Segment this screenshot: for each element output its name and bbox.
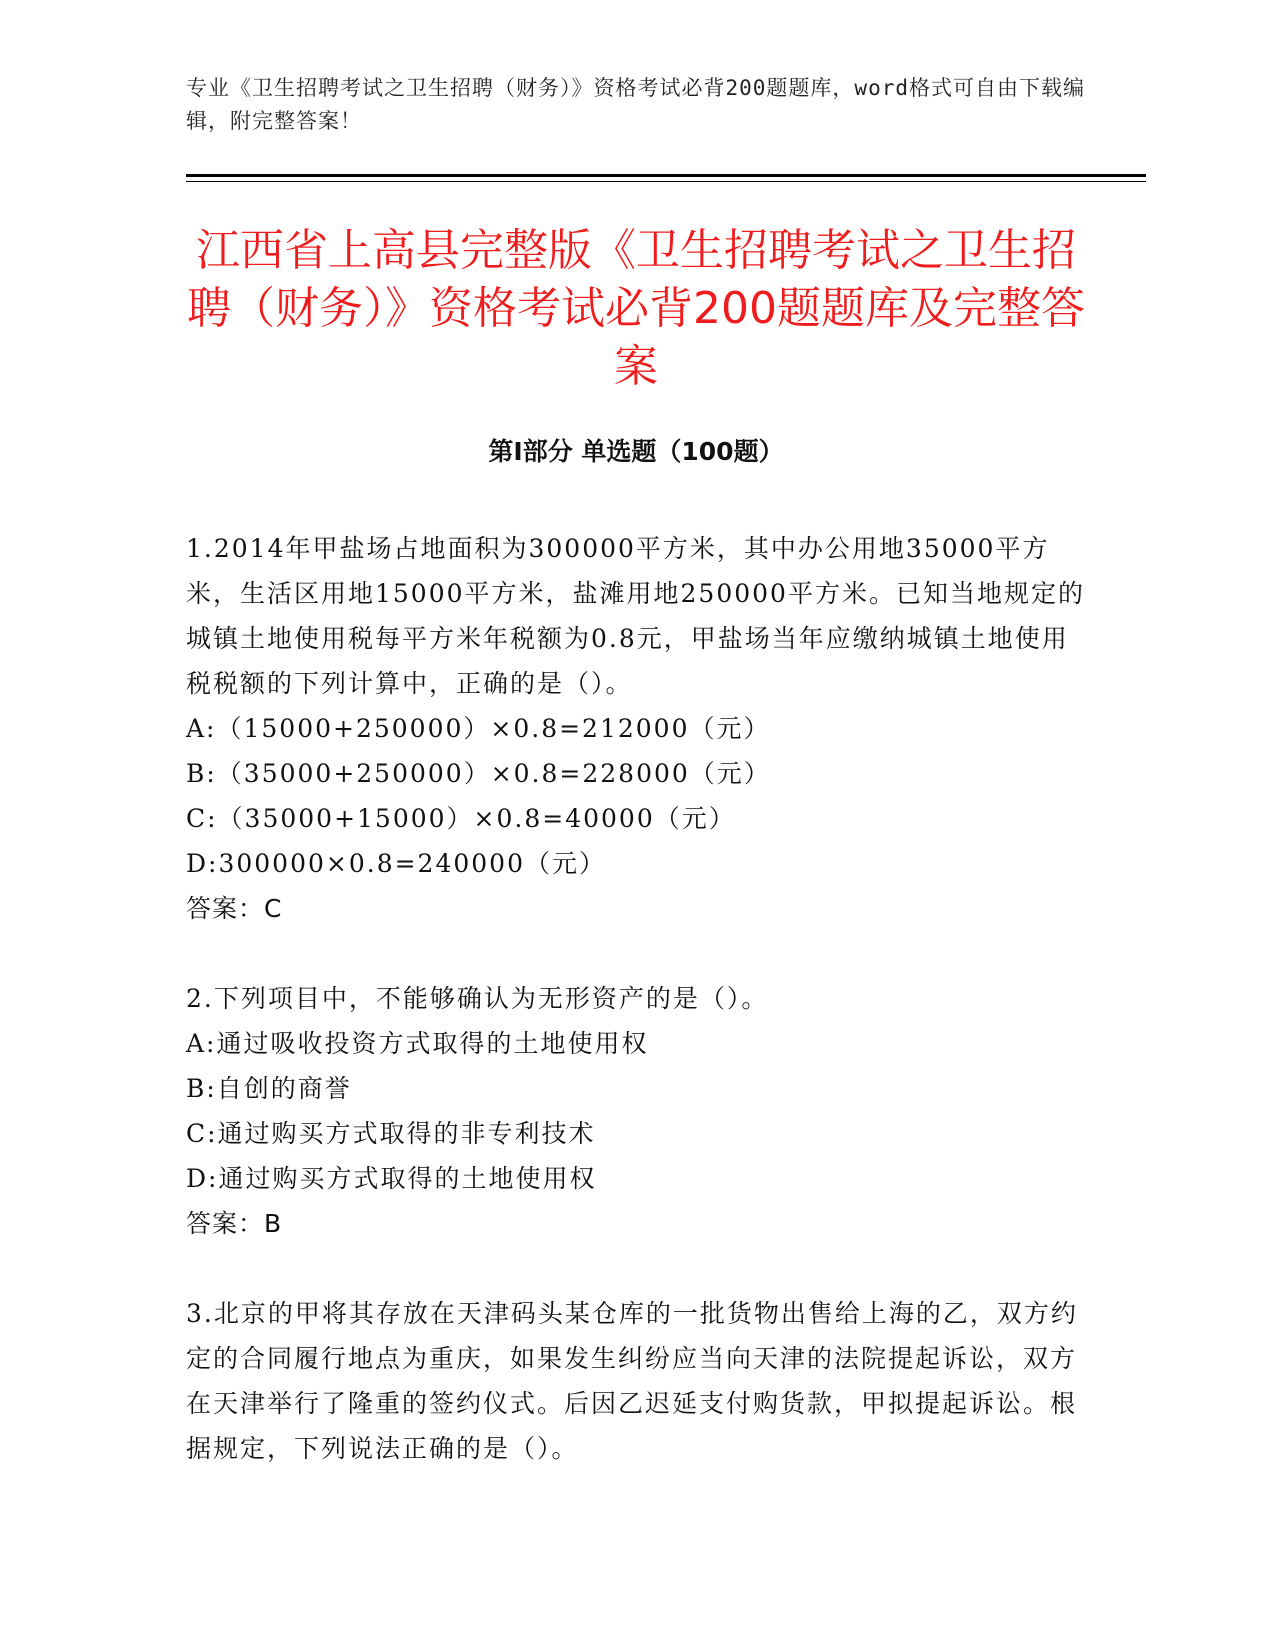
question-stem: 2.下列项目中，不能够确认为无形资产的是（）。 — [186, 984, 769, 1013]
header-note: 专业《卫生招聘考试之卫生招聘（财务）》资格考试必背200题题库，word格式可自由下载编辑，附完整答案！ — [186, 76, 1085, 133]
section-heading: 第I部分 单选题（100题） — [488, 437, 784, 466]
question-stem: 1.2014年甲盐场占地面积为300000平方米，其中办公用地35000平方米，生活区用地15000平方米，盐滩用地250000平方米。已知当地规定的城镇土地使用税每平方米年税额为0.8元，甲盐场当年应缴纳城镇土地使用税税额的下列计算中，正确的是（）。 — [186, 534, 1085, 698]
question-1 — [186, 526, 1086, 931]
option-d: D:通过购买方式取得的土地使用权 — [186, 1164, 597, 1193]
option-a: A:通过吸收投资方式取得的土地使用权 — [186, 1029, 649, 1058]
question-list — [186, 526, 1086, 1516]
question-2 — [186, 976, 1086, 1246]
option-d: D:300000×0.8=240000（元） — [186, 849, 606, 878]
header-divider-thick — [186, 174, 1146, 177]
option-b: B:（35000+250000）×0.8=228000（元） — [186, 759, 771, 788]
option-a: A:（15000+250000）×0.8=212000（元） — [186, 714, 771, 743]
header-divider-thin — [186, 181, 1146, 182]
option-c: C:（35000+15000）×0.8=40000（元） — [186, 804, 736, 833]
option-c: C:通过购买方式取得的非专利技术 — [186, 1119, 596, 1148]
document-title: 江西省上高县完整版《卫生招聘考试之卫生招聘（财务）》资格考试必背200题题库及完整答案 — [187, 225, 1085, 392]
question-stem: 3.北京的甲将其存放在天津码头某仓库的一批货物出售给上海的乙，双方约定的合同履行地点为重庆，如果发生纠纷应当向天津的法院提起诉讼，双方在天津举行了隆重的签约仪式。后因乙迟延支付购货款，甲拟提起诉讼。根据规定，下列说法正确的是（）。 — [186, 1299, 1078, 1463]
answer: 答案：C — [186, 894, 283, 923]
question-3 — [186, 1291, 1086, 1471]
answer: 答案：B — [186, 1209, 283, 1238]
option-b: B:自创的商誉 — [186, 1074, 352, 1103]
